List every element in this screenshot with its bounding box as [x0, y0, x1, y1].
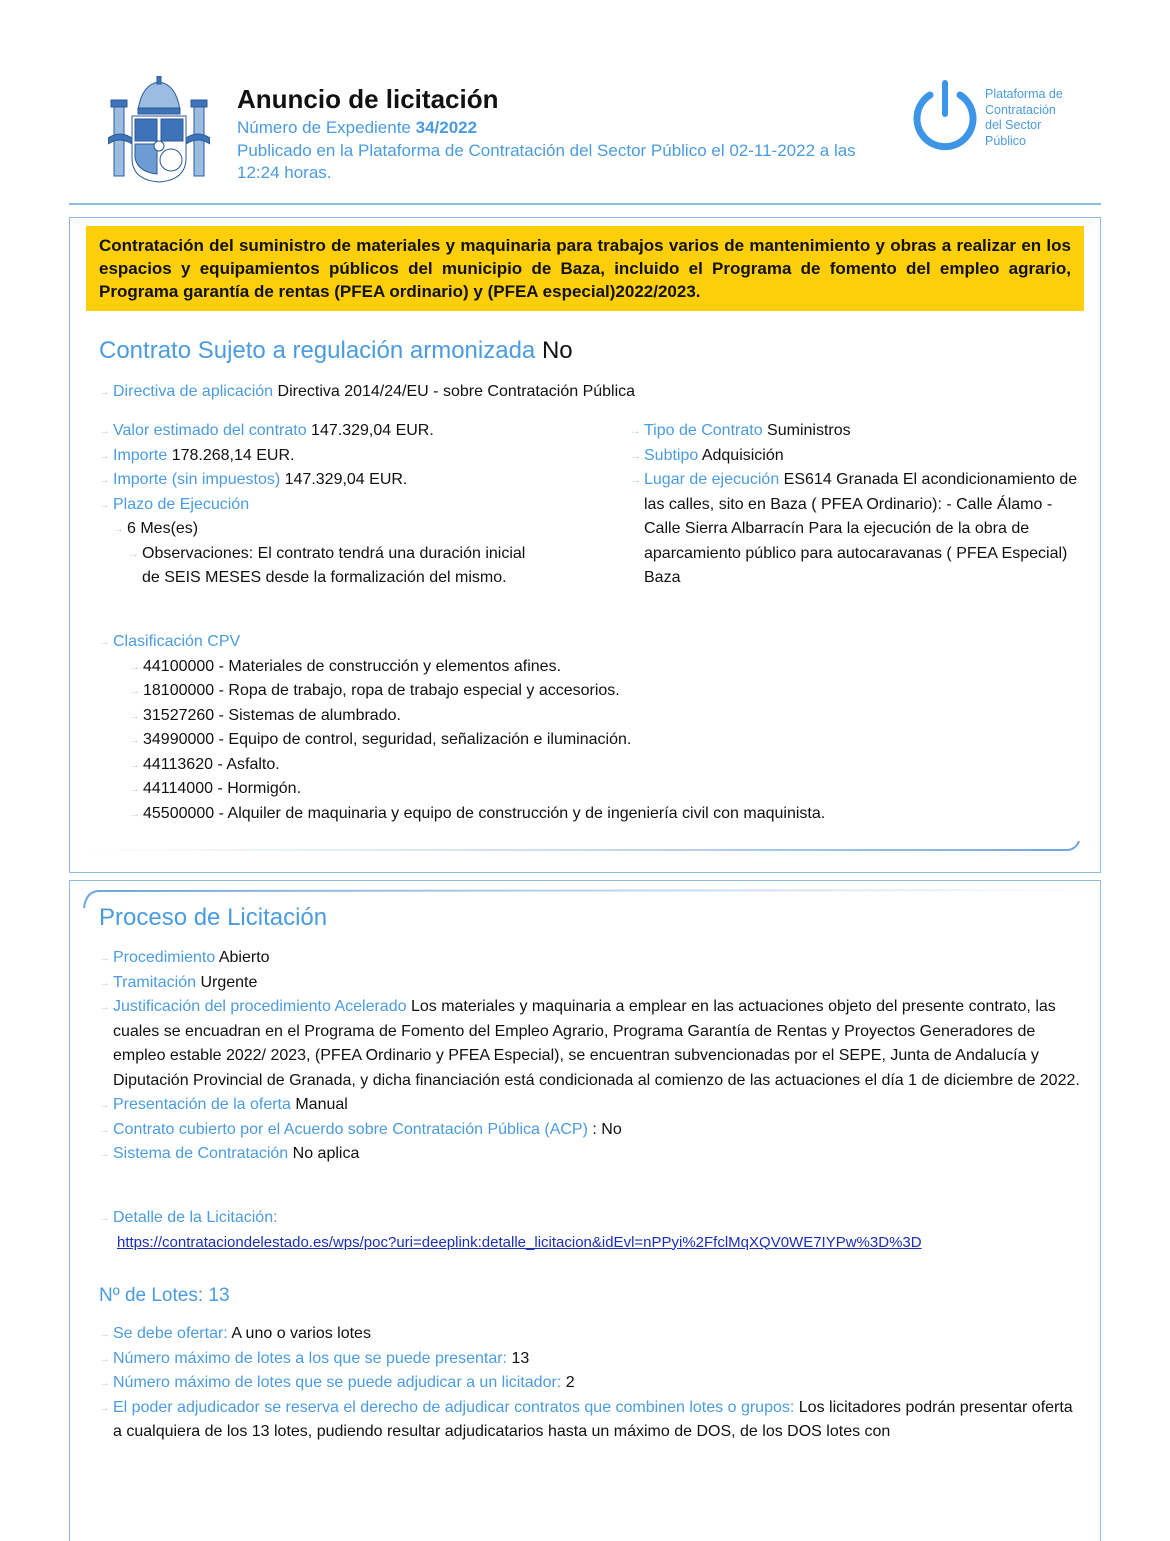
- arrow-icon: →: [129, 807, 140, 820]
- expediente-number: [237, 118, 477, 138]
- lotes-fields: [99, 1322, 1084, 1445]
- field-tipo-contrato: → Tipo de Contrato Suministros: [630, 419, 1090, 444]
- cpv-item: → 18100000 - Ropa de trabajo, ropa de trabajo especial y accesorios.: [99, 679, 825, 704]
- arrow-icon: →: [99, 1148, 110, 1160]
- cpv-item: → 45500000 - Alquiler de maquinaria y equipo de construcción y de ingeniería civil con maquinista.: [99, 802, 825, 827]
- field-combinar-lotes: → El poder adjudicador se reserva el derecho de adjudicar contratos que combinen lotes o grupos: Los licitadores podrán presentar oferta a cualquiera de los 13 lotes, pudiendo resultar adjudicatarios hasta un máximo de DOS, de los DOS lotes con: [99, 1396, 1084, 1445]
- arrow-icon: →: [99, 1401, 110, 1414]
- arrow-icon: →: [99, 498, 110, 511]
- cpv-heading: → Clasificación CPV: [99, 630, 825, 655]
- cpv-item: → 44113620 - Asfalto.: [99, 753, 825, 778]
- arrow-icon: →: [129, 685, 140, 697]
- proceso-heading: Proceso de Licitación: [99, 904, 328, 931]
- arrow-icon: →: [99, 1212, 110, 1224]
- arrow-icon: →: [113, 523, 124, 535]
- arrow-icon: →: [99, 1377, 110, 1389]
- cpv-list: [99, 630, 825, 826]
- field-directiva: → Directiva de aplicación Directiva 2014/24/EU - sobre Contratación Pública: [99, 380, 635, 405]
- arrow-icon: →: [129, 758, 140, 771]
- field-importe-sin-impuestos: → Importe (sin impuestos) 147.329,04 EUR.: [99, 468, 619, 493]
- detalle-link[interactable]: https://contrataciondelestado.es/wps/poc?uri=deeplink:detalle_licitacion&idEvl=nPPyi%2FfclMqXQV0WE7IYPw%3D%3D: [117, 1233, 922, 1251]
- cpv-item: → 34990000 - Equipo de control, seguridad, señalización e iluminación.: [99, 728, 825, 753]
- arrow-icon: →: [99, 1123, 110, 1136]
- field-se-debe-ofertar: → Se debe ofertar: A uno o varios lotes: [99, 1322, 1084, 1347]
- field-justificacion: → Justificación del procedimiento Acelerado Los materiales y maquinaria a emplear en las actuaciones objeto del presente contrato, las cuales se encuadran en el Programa de Fomento del Empleo Agrario, Programa Garantía de Rentas y Proyectos Generadores de empleo estable 2022/ 2023, (PFEA Ordinario y PFEA Especial), se encuentran subvencionadas por el SEPE, Junta de Andalucía y Diputación Provincial de Granada, y dicha financiación está condicionada al comienzo de las actuaciones el día 1 de diciembre de 2022.: [99, 995, 1084, 1093]
- contract-values-right: [630, 419, 1090, 591]
- arrow-icon: →: [129, 709, 140, 722]
- arrow-icon: →: [630, 474, 641, 486]
- arrow-icon: →: [630, 449, 641, 462]
- arrow-icon: →: [99, 425, 110, 437]
- arrow-icon: →: [129, 734, 140, 746]
- arrow-icon: →: [129, 660, 140, 673]
- spain-coat-of-arms-icon: [108, 76, 210, 184]
- field-importe: → Importe 178.268,14 EUR.: [99, 444, 619, 469]
- plazo-value: → 6 Mes(es): [99, 517, 619, 542]
- arrow-icon: →: [99, 474, 110, 486]
- arrow-icon: →: [129, 783, 140, 795]
- pcsp-logo: [910, 80, 1100, 160]
- detalle-licitacion: [99, 1206, 1084, 1255]
- arrow-icon: →: [99, 952, 110, 964]
- contract-values-left: [99, 419, 619, 591]
- field-tramitacion: → Tramitación Urgente: [99, 971, 1084, 996]
- field-acp: → Contrato cubierto por el Acuerdo sobre Contratación Pública (ACP) : No: [99, 1118, 1084, 1143]
- field-presentacion-oferta: → Presentación de la oferta Manual: [99, 1093, 1084, 1118]
- field-plazo-ejecucion: → Plazo de Ejecución: [99, 493, 619, 518]
- arrow-icon: →: [99, 1352, 110, 1365]
- field-valor-estimado: → Valor estimado del contrato 147.329,04 EUR.: [99, 419, 619, 444]
- expediente-value: 34/2022: [415, 118, 478, 137]
- cpv-item: → 44100000 - Materiales de construcción y elementos afines.: [99, 655, 825, 680]
- cpv-item: → 44114000 - Hormigón.: [99, 777, 825, 802]
- detalle-label: → Detalle de la Licitación:: [99, 1206, 1084, 1231]
- publication-info: Publicado en la Plataforma de Contratación del Sector Público el 02-11-2022 a las 12:24 horas.: [237, 141, 856, 182]
- header-divider: [69, 203, 1101, 205]
- expediente-label: Número de Expediente: [237, 118, 411, 137]
- proceso-fields: [99, 946, 1084, 1167]
- arrow-icon: →: [630, 425, 641, 437]
- arrow-icon: →: [99, 1001, 110, 1013]
- plazo-observaciones: → Observaciones: El contrato tendrá una duración inicial de SEIS MESES desde la formalización del mismo.: [99, 542, 538, 591]
- power-icon: [910, 80, 980, 156]
- pcsp-logo-text: Plataforma de Contratación del Sector Público: [985, 87, 1063, 148]
- field-procedimiento: → Procedimiento Abierto: [99, 946, 1084, 971]
- arrow-icon: →: [99, 636, 110, 648]
- lotes-heading: Nº de Lotes: 13: [99, 1285, 230, 1306]
- field-subtipo: → Subtipo Adquisición: [630, 444, 1090, 469]
- arrow-icon: →: [128, 547, 139, 560]
- contract-summary: Contratación del suministro de materiales y maquinaria para trabajos varios de mantenimiento y obras a realizar en los espacios y equipamientos públicos del municipio de Baza, incluido el Programa de fomento del empleo agrario, Programa garantía de rentas (PFEA ordinario) y (PFEA especial)2022/2023.: [86, 226, 1084, 311]
- arrow-icon: →: [99, 449, 110, 462]
- field-lugar-ejecucion: → Lugar de ejecución ES614 Granada El acondicionamiento de las calles, sito en Baza ( PFEA Ordinario): - Calle Álamo - Calle Sierra Albarracín Para la ejecución de la obra de aparcamiento público para autocaravanas ( PFEA Especial) Baza: [630, 468, 1090, 591]
- armonizada-heading: Contrato Sujeto a regulación armonizada No: [99, 337, 573, 364]
- field-max-lotes-adjudicar: → Número máximo de lotes que se puede adjudicar a un licitador: 2: [99, 1371, 1084, 1396]
- arrow-icon: →: [99, 386, 110, 398]
- field-max-lotes-presentar: → Número máximo de lotes a los que se puede presentar: 13: [99, 1347, 1084, 1372]
- armonizada-value: No: [541, 337, 573, 364]
- arrow-icon: →: [99, 1099, 110, 1111]
- field-sistema-contratacion: → Sistema de Contratación No aplica: [99, 1142, 1084, 1167]
- decorative-swoosh: [86, 838, 1080, 854]
- arrow-icon: →: [99, 1328, 110, 1340]
- arrow-icon: →: [99, 976, 110, 989]
- cpv-item: → 31527260 - Sistemas de alumbrado.: [99, 704, 825, 729]
- page-title: Anuncio de licitación: [237, 84, 499, 114]
